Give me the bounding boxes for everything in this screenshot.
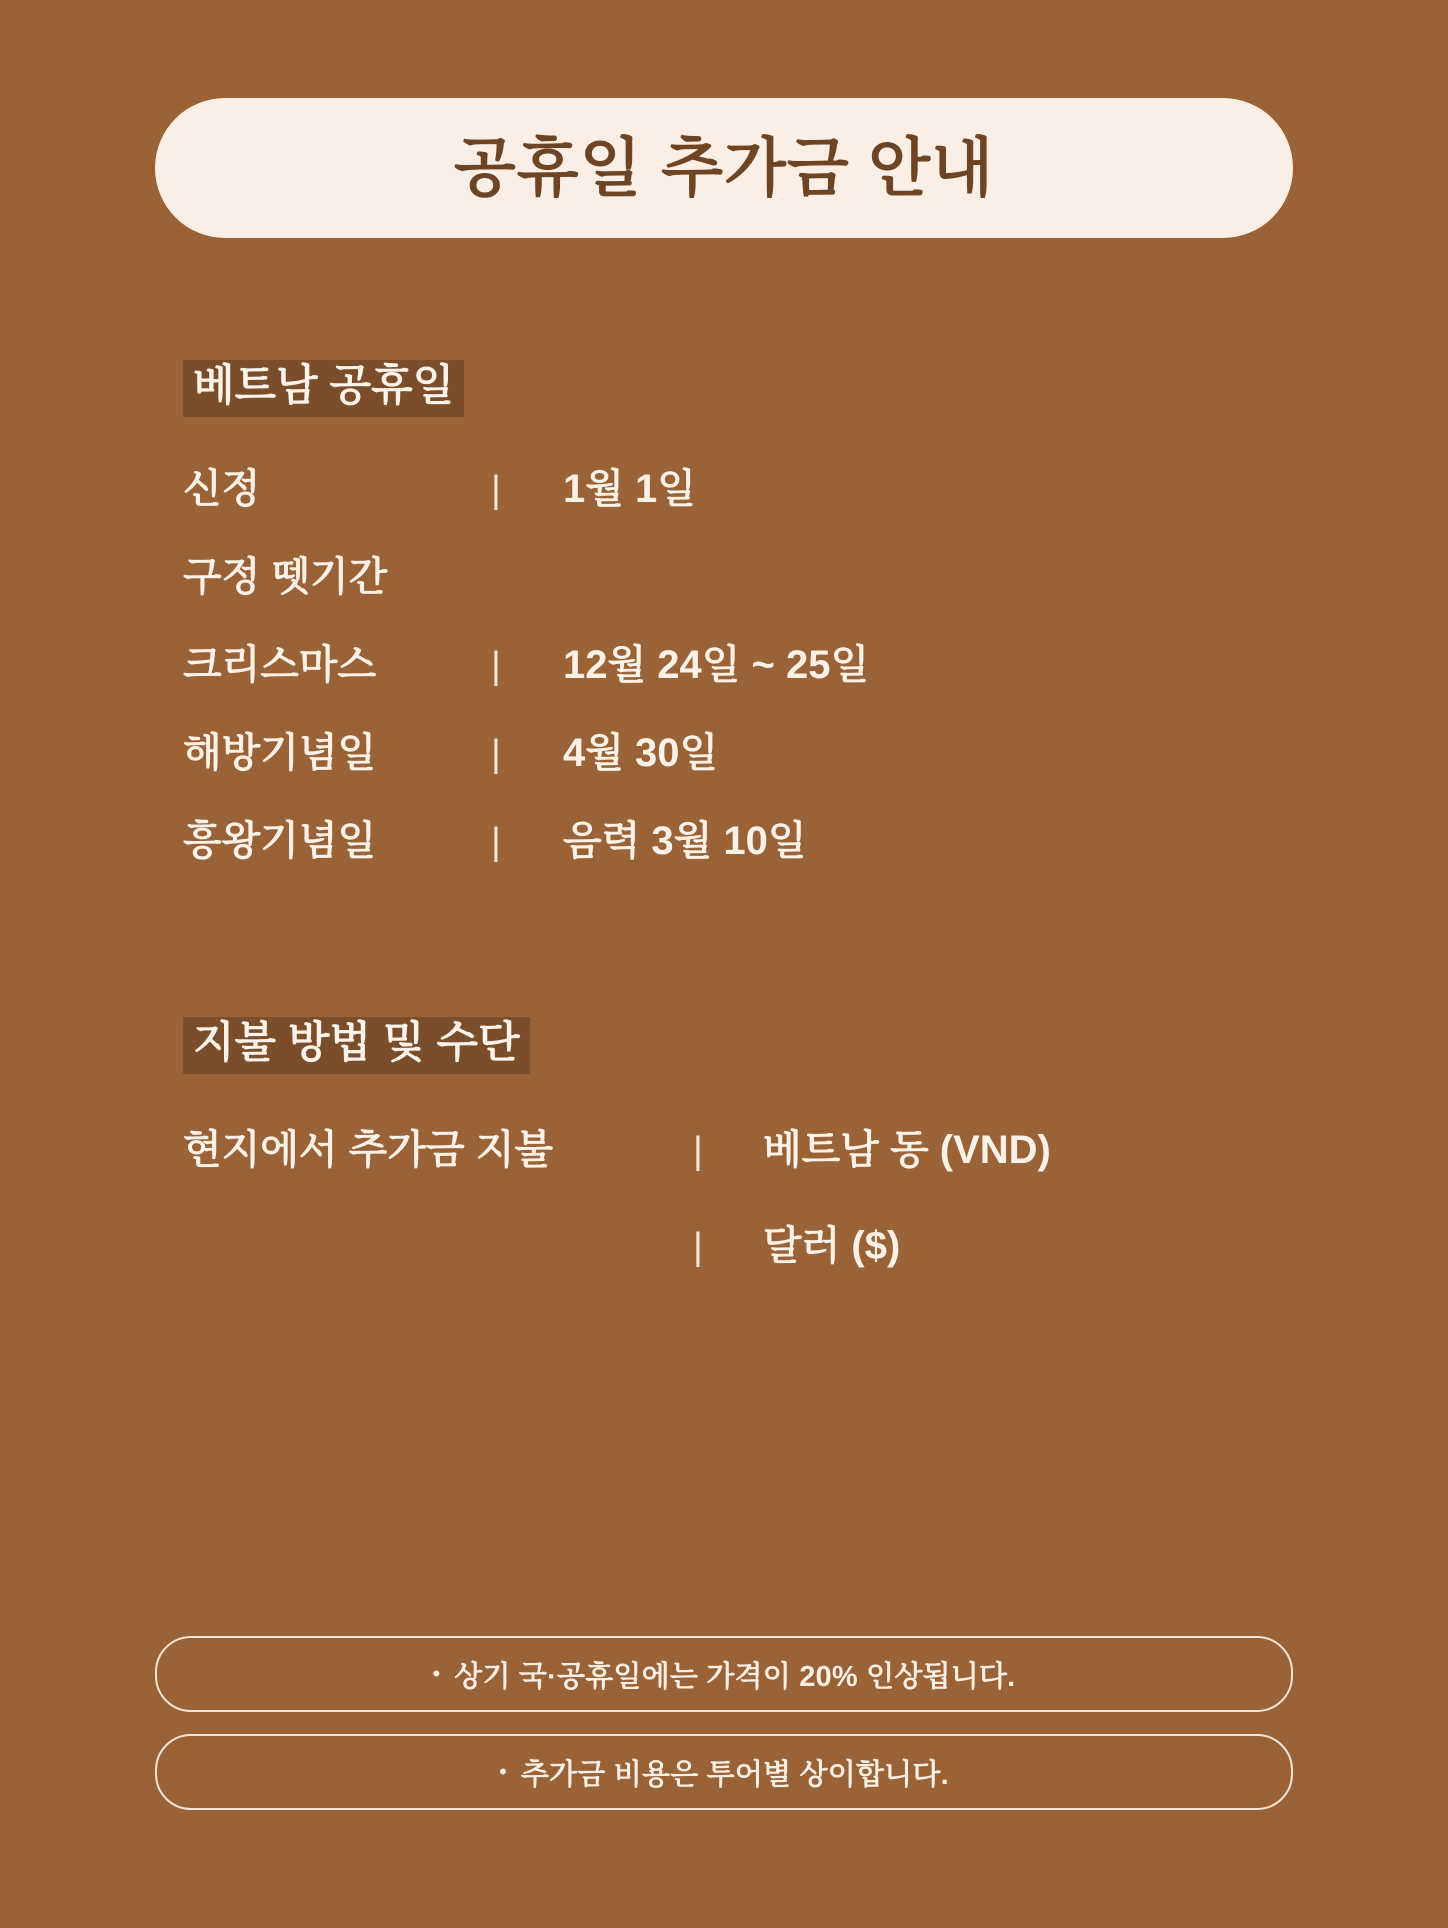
list-item	[183, 633, 1293, 721]
payment-list	[183, 1118, 1293, 1310]
list-item	[183, 721, 1293, 809]
holiday-date: 음력 3월 10일	[563, 819, 807, 864]
holiday-name: 해방기념일	[183, 731, 377, 776]
row-separator: |	[491, 733, 501, 776]
holiday-date: 12월 24일 ~ 25일	[563, 643, 870, 688]
holiday-name: 흥왕기념일	[183, 819, 377, 864]
bullet-icon: •	[432, 1661, 441, 1686]
list-item	[183, 457, 1293, 545]
payment-currency: 달러 ($)	[763, 1224, 901, 1269]
holiday-date: 4월 30일	[563, 731, 719, 776]
holiday-list	[183, 457, 1293, 897]
holiday-name: 신정	[183, 467, 261, 512]
notes-section	[155, 1636, 1293, 1810]
section-heading-payment: 지불 방법 및 수단	[183, 1017, 530, 1074]
page-title-text: 공휴일 추가금 안내	[453, 132, 995, 204]
row-separator: |	[491, 645, 501, 688]
list-item	[183, 809, 1293, 897]
row-separator: |	[491, 821, 501, 864]
note-text: 추가금 비용은 투어별 상이합니다.	[520, 1758, 949, 1791]
holiday-name: 구정 뗏기간	[183, 555, 388, 600]
holiday-surcharge-poster	[0, 98, 1448, 1928]
list-item	[183, 1118, 1293, 1214]
payment-method: 현지에서 추가금 지불	[183, 1128, 553, 1173]
list-item	[183, 1214, 1293, 1310]
section-heading-holidays: 베트남 공휴일	[183, 360, 464, 417]
note-item	[155, 1734, 1293, 1810]
page-title	[155, 98, 1293, 238]
holiday-date: 1월 1일	[563, 467, 696, 512]
row-separator: |	[693, 1130, 703, 1173]
list-item	[183, 545, 1293, 633]
note-text: 상기 국·공휴일에는 가격이 20% 인상됩니다.	[454, 1660, 1016, 1693]
holiday-name: 크리스마스	[183, 643, 377, 688]
row-separator: |	[693, 1226, 703, 1269]
payment-currency: 베트남 동 (VND)	[763, 1128, 1051, 1173]
bullet-icon: •	[499, 1759, 507, 1784]
note-item	[155, 1636, 1293, 1712]
row-separator: |	[491, 469, 501, 512]
